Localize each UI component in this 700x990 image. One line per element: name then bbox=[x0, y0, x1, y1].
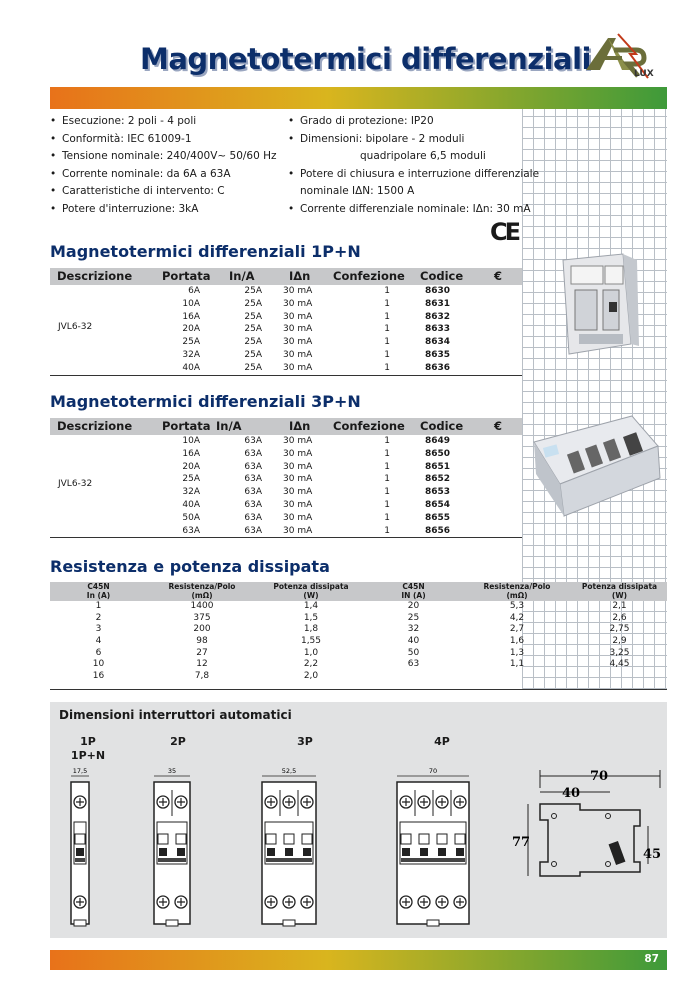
cell-codice: 8632 bbox=[425, 311, 451, 322]
cell-conf: 1 bbox=[384, 448, 390, 459]
table-cell: 3 bbox=[95, 624, 102, 635]
cell-in: 63A bbox=[244, 436, 262, 446]
cell-codice: 8652 bbox=[425, 474, 451, 485]
table-row bbox=[50, 648, 667, 660]
cell-codice: 8635 bbox=[425, 349, 451, 360]
specs-left bbox=[50, 113, 277, 218]
cell-conf: 1 bbox=[384, 436, 390, 446]
table-cell: 27 bbox=[196, 647, 208, 658]
cell-codice: 8656 bbox=[425, 525, 451, 536]
cell-conf: 1 bbox=[384, 337, 390, 348]
cell-conf: 1 bbox=[384, 474, 390, 485]
table-cell: 1,1 bbox=[509, 659, 525, 670]
cell-conf: 1 bbox=[384, 311, 390, 322]
table-cell: 12 bbox=[196, 659, 208, 670]
description-cell: JVL6-32 bbox=[58, 322, 93, 332]
cell-codice: 8631 bbox=[425, 298, 451, 309]
cell-in: 25A bbox=[244, 349, 262, 360]
width-label: 17,5 bbox=[72, 767, 88, 775]
table-cell: 1,8 bbox=[303, 624, 319, 635]
table-body-1p bbox=[50, 285, 522, 376]
cell-portata: 50A bbox=[182, 512, 200, 523]
table-row bbox=[50, 362, 522, 375]
th-descrizione: Descrizione bbox=[57, 419, 133, 433]
table-row bbox=[50, 336, 522, 349]
table-cell: 1,4 bbox=[303, 601, 319, 611]
pole-4p: 4P bbox=[434, 735, 450, 748]
table-cell: 4,45 bbox=[609, 659, 630, 670]
dim-label-77: 77 bbox=[512, 835, 531, 850]
cell-idn: 30 mA bbox=[283, 474, 313, 485]
table-cell: 4,2 bbox=[509, 612, 525, 623]
cell-portata: 10A bbox=[182, 298, 200, 309]
th-euro: € bbox=[494, 269, 503, 283]
table-row bbox=[50, 659, 667, 671]
header-color-bar bbox=[50, 87, 667, 109]
table-row bbox=[50, 499, 522, 512]
breaker-1p bbox=[71, 767, 89, 926]
th-potenza: Potenza dissipata bbox=[273, 582, 349, 591]
dimension-title: Dimensioni interruttori automatici bbox=[59, 708, 292, 722]
cell-idn: 30 mA bbox=[283, 487, 313, 498]
cell-in: 63A bbox=[244, 448, 262, 459]
table-cell: 50 bbox=[407, 647, 420, 658]
cell-idn: 30 mA bbox=[283, 461, 313, 472]
table-cell: 2,7 bbox=[509, 624, 525, 635]
table-cell: 2,1 bbox=[612, 601, 627, 611]
table-cell: 1,0 bbox=[303, 647, 319, 658]
table-row bbox=[50, 525, 522, 538]
th-idn: IΔn bbox=[289, 419, 311, 433]
width-label: 70 bbox=[428, 767, 438, 775]
table-cell: 2,6 bbox=[612, 612, 627, 623]
th-idn: IΔn bbox=[289, 269, 311, 283]
table-cell: 5,3 bbox=[509, 601, 525, 611]
spec-item: • Tensione nominale: 240/400V~ 50/60 Hz bbox=[50, 148, 277, 166]
cell-in: 25A bbox=[244, 286, 262, 296]
cell-codice: 8636 bbox=[425, 362, 451, 373]
table-cell: 4 bbox=[95, 636, 102, 647]
table-cell: 98 bbox=[196, 636, 208, 647]
th-in: In/A bbox=[229, 269, 255, 283]
table-cell: 375 bbox=[193, 612, 211, 623]
table-row bbox=[50, 461, 522, 474]
product-photo-1p bbox=[553, 250, 639, 365]
th-resistenza-unit: (mΩ) bbox=[191, 590, 213, 600]
th-descrizione: Descrizione bbox=[57, 269, 133, 283]
spec-item: • Grado di protezione: IP20 bbox=[288, 113, 539, 131]
table-cell: 10 bbox=[92, 659, 105, 670]
cell-conf: 1 bbox=[384, 461, 390, 472]
th-c45n: C45N bbox=[87, 582, 110, 591]
th-in: In/A bbox=[216, 419, 242, 433]
table-row bbox=[50, 298, 522, 311]
cell-idn: 30 mA bbox=[283, 349, 313, 360]
logo-text: LUX bbox=[634, 69, 654, 79]
table-cell: 2,0 bbox=[303, 671, 319, 682]
table-row bbox=[50, 311, 522, 324]
th-resistenza-right-unit: (mΩ) bbox=[506, 590, 528, 600]
cell-portata: 25A bbox=[182, 474, 200, 485]
table-row bbox=[50, 285, 522, 298]
spec-item: • Potere di chiusura e interruzione differenziale bbox=[288, 166, 539, 184]
cell-codice: 8630 bbox=[425, 286, 451, 296]
pole-1pn: 1P+N bbox=[70, 749, 106, 762]
cell-idn: 30 mA bbox=[283, 311, 313, 322]
product-photo-3p bbox=[530, 412, 665, 522]
dimension-panel bbox=[50, 702, 667, 938]
cell-in: 63A bbox=[244, 512, 262, 523]
table-cell: 63 bbox=[407, 659, 420, 670]
description-cell: JVL6-32 bbox=[58, 479, 93, 489]
th-potenza-right-unit: (W) bbox=[611, 590, 628, 600]
cell-portata: 63A bbox=[182, 525, 200, 536]
width-label: 52,5 bbox=[281, 767, 297, 775]
cell-portata: 6A bbox=[188, 286, 200, 296]
cell-conf: 1 bbox=[384, 525, 390, 536]
table-row bbox=[50, 671, 667, 683]
cell-in: 25A bbox=[244, 298, 262, 309]
cell-portata: 40A bbox=[182, 362, 200, 373]
cell-idn: 30 mA bbox=[283, 448, 313, 459]
footer-color-bar bbox=[50, 950, 667, 970]
table-body-3p bbox=[50, 435, 522, 538]
cell-conf: 1 bbox=[384, 512, 390, 523]
th-portata: Portata bbox=[162, 269, 211, 283]
cell-in: 63A bbox=[244, 461, 262, 472]
cell-codice: 8633 bbox=[425, 324, 451, 335]
table-cell: 1,6 bbox=[509, 636, 525, 647]
table-cell: 200 bbox=[193, 624, 211, 635]
table-cell: 3,25 bbox=[609, 647, 630, 658]
divider bbox=[50, 689, 667, 690]
th-portata: Portata bbox=[162, 419, 211, 433]
cell-conf: 1 bbox=[384, 487, 390, 498]
section-title-resistenza: Resistenza e potenza dissipata bbox=[50, 557, 330, 576]
table-cell: 1400 bbox=[190, 601, 214, 611]
table-cell: 40 bbox=[407, 636, 420, 647]
resistenza-table-header bbox=[50, 582, 667, 601]
cell-portata: 10A bbox=[182, 436, 200, 446]
table-cell: 2 bbox=[95, 612, 102, 623]
section-title-1p: Magnetotermici differenziali 1P+N bbox=[50, 242, 361, 261]
table-cell: 2,75 bbox=[609, 624, 630, 635]
table-cell: 32 bbox=[407, 624, 420, 635]
th-c45n-right-unit: IN (A) bbox=[401, 590, 426, 600]
th-confezione: Confezione bbox=[333, 269, 405, 283]
table-row bbox=[50, 512, 522, 525]
th-resistenza-right: Resistenza/Polo bbox=[483, 582, 551, 591]
table-header-1p bbox=[50, 268, 522, 285]
cell-portata: 16A bbox=[182, 311, 200, 322]
table-cell: 2,9 bbox=[612, 636, 627, 647]
dim-label-45: 45 bbox=[643, 847, 662, 862]
ce-mark: CE bbox=[490, 218, 519, 246]
table-header-3p bbox=[50, 418, 522, 435]
pole-1p: 1P bbox=[80, 735, 96, 748]
cell-portata: 16A bbox=[182, 448, 200, 459]
pole-label-1p bbox=[68, 735, 108, 763]
th-codice: Codice bbox=[420, 269, 464, 283]
spec-item: • Corrente differenziale nominale: IΔn: 30 mA bbox=[288, 201, 539, 219]
table-cell: 1,3 bbox=[509, 647, 525, 658]
table-row bbox=[50, 473, 522, 486]
cell-idn: 30 mA bbox=[283, 337, 313, 348]
spec-item-cont: quadripolare 6,5 moduli bbox=[360, 150, 486, 162]
pole-2p: 2P bbox=[170, 735, 186, 748]
table-cell: 16 bbox=[92, 671, 105, 682]
dim-label-70: 70 bbox=[590, 769, 609, 784]
cell-codice: 8634 bbox=[425, 337, 451, 348]
th-codice: Codice bbox=[420, 419, 464, 433]
specs-right bbox=[288, 113, 539, 218]
cell-conf: 1 bbox=[384, 349, 390, 360]
cell-in: 63A bbox=[244, 474, 262, 485]
table-cell: 1,5 bbox=[303, 612, 319, 623]
th-potenza-right: Potenza dissipata bbox=[581, 582, 658, 591]
table-cell: 7,8 bbox=[194, 671, 210, 682]
resistenza-table bbox=[50, 582, 667, 683]
table-cell: 1,55 bbox=[300, 636, 322, 647]
cell-conf: 1 bbox=[384, 298, 390, 309]
th-euro: € bbox=[494, 419, 503, 433]
cell-portata: 20A bbox=[182, 461, 200, 472]
cell-codice: 8654 bbox=[425, 499, 451, 510]
th-potenza-unit: (W) bbox=[303, 590, 319, 600]
width-label: 35 bbox=[167, 767, 177, 775]
spec-item: • Dimensioni: bipolare - 2 moduli bbox=[288, 131, 539, 149]
cell-portata: 32A bbox=[182, 487, 200, 498]
cell-in: 63A bbox=[244, 487, 262, 498]
cell-conf: 1 bbox=[384, 362, 390, 373]
cell-codice: 8655 bbox=[425, 512, 451, 523]
cell-idn: 30 mA bbox=[283, 512, 313, 523]
spec-item-cont: nominale IΔN: 1500 A bbox=[300, 185, 415, 197]
cell-idn: 30 mA bbox=[283, 499, 313, 510]
table-row bbox=[50, 486, 522, 499]
th-confezione: Confezione bbox=[333, 419, 405, 433]
pole-3p: 3P bbox=[297, 735, 313, 748]
breaker-4p bbox=[397, 767, 469, 926]
cell-portata: 40A bbox=[182, 499, 200, 510]
dim-label-40: 40 bbox=[562, 786, 581, 801]
table-cell: 2,2 bbox=[303, 659, 319, 670]
cell-idn: 30 mA bbox=[283, 286, 313, 296]
table-row bbox=[50, 624, 667, 636]
table-row bbox=[50, 448, 522, 461]
resistenza-table-body bbox=[50, 601, 667, 683]
cell-conf: 1 bbox=[384, 499, 390, 510]
cell-conf: 1 bbox=[384, 286, 390, 296]
table-cell: 25 bbox=[407, 612, 420, 623]
th-c45n-right: C45N bbox=[402, 582, 425, 591]
cell-codice: 8651 bbox=[425, 461, 451, 472]
cell-portata: 20A bbox=[182, 324, 200, 335]
cell-idn: 30 mA bbox=[283, 436, 313, 446]
breaker-2p bbox=[154, 767, 190, 926]
table-cell: 20 bbox=[407, 601, 420, 611]
cell-codice: 8650 bbox=[425, 448, 451, 459]
side-view-drawing bbox=[510, 764, 665, 884]
spec-item: • Conformità: IEC 61009-1 bbox=[50, 131, 277, 149]
cell-idn: 30 mA bbox=[283, 298, 313, 309]
cell-in: 63A bbox=[244, 525, 262, 536]
page-title: Magnetotermici differenziali bbox=[140, 42, 591, 76]
spec-item: • Potere d'interruzione: 3kA bbox=[50, 201, 277, 219]
breaker-3p bbox=[262, 767, 316, 926]
company-logo bbox=[578, 32, 668, 80]
th-c45n-unit: In (A) bbox=[86, 590, 111, 600]
cell-in: 25A bbox=[244, 337, 262, 348]
spec-item: • Corrente nominale: da 6A a 63A bbox=[50, 166, 277, 184]
section-title-3p: Magnetotermici differenziali 3P+N bbox=[50, 392, 361, 411]
table-row bbox=[50, 323, 522, 336]
cell-codice: 8653 bbox=[425, 487, 451, 498]
cell-idn: 30 mA bbox=[283, 362, 313, 373]
cell-portata: 32A bbox=[182, 349, 200, 360]
table-cell: 1 bbox=[95, 601, 102, 611]
table-row bbox=[50, 613, 667, 625]
th-resistenza: Resistenza/Polo bbox=[168, 582, 236, 591]
cell-in: 25A bbox=[244, 311, 262, 322]
cell-in: 25A bbox=[244, 324, 262, 335]
cell-in: 63A bbox=[244, 499, 262, 510]
table-row bbox=[50, 435, 522, 448]
cell-conf: 1 bbox=[384, 324, 390, 335]
table-row bbox=[50, 601, 667, 613]
cell-codice: 8649 bbox=[425, 436, 451, 446]
table-row bbox=[50, 636, 667, 648]
spec-item: • Esecuzione: 2 poli - 4 poli bbox=[50, 113, 277, 131]
spec-item: • Caratteristiche di intervento: C bbox=[50, 183, 277, 201]
cell-idn: 30 mA bbox=[283, 324, 313, 335]
page-number: 87 bbox=[644, 953, 659, 965]
table-row bbox=[50, 349, 522, 362]
table-cell: 6 bbox=[95, 647, 102, 658]
cell-portata: 25A bbox=[182, 337, 200, 348]
cell-in: 25A bbox=[244, 362, 262, 373]
cell-idn: 30 mA bbox=[283, 525, 313, 536]
